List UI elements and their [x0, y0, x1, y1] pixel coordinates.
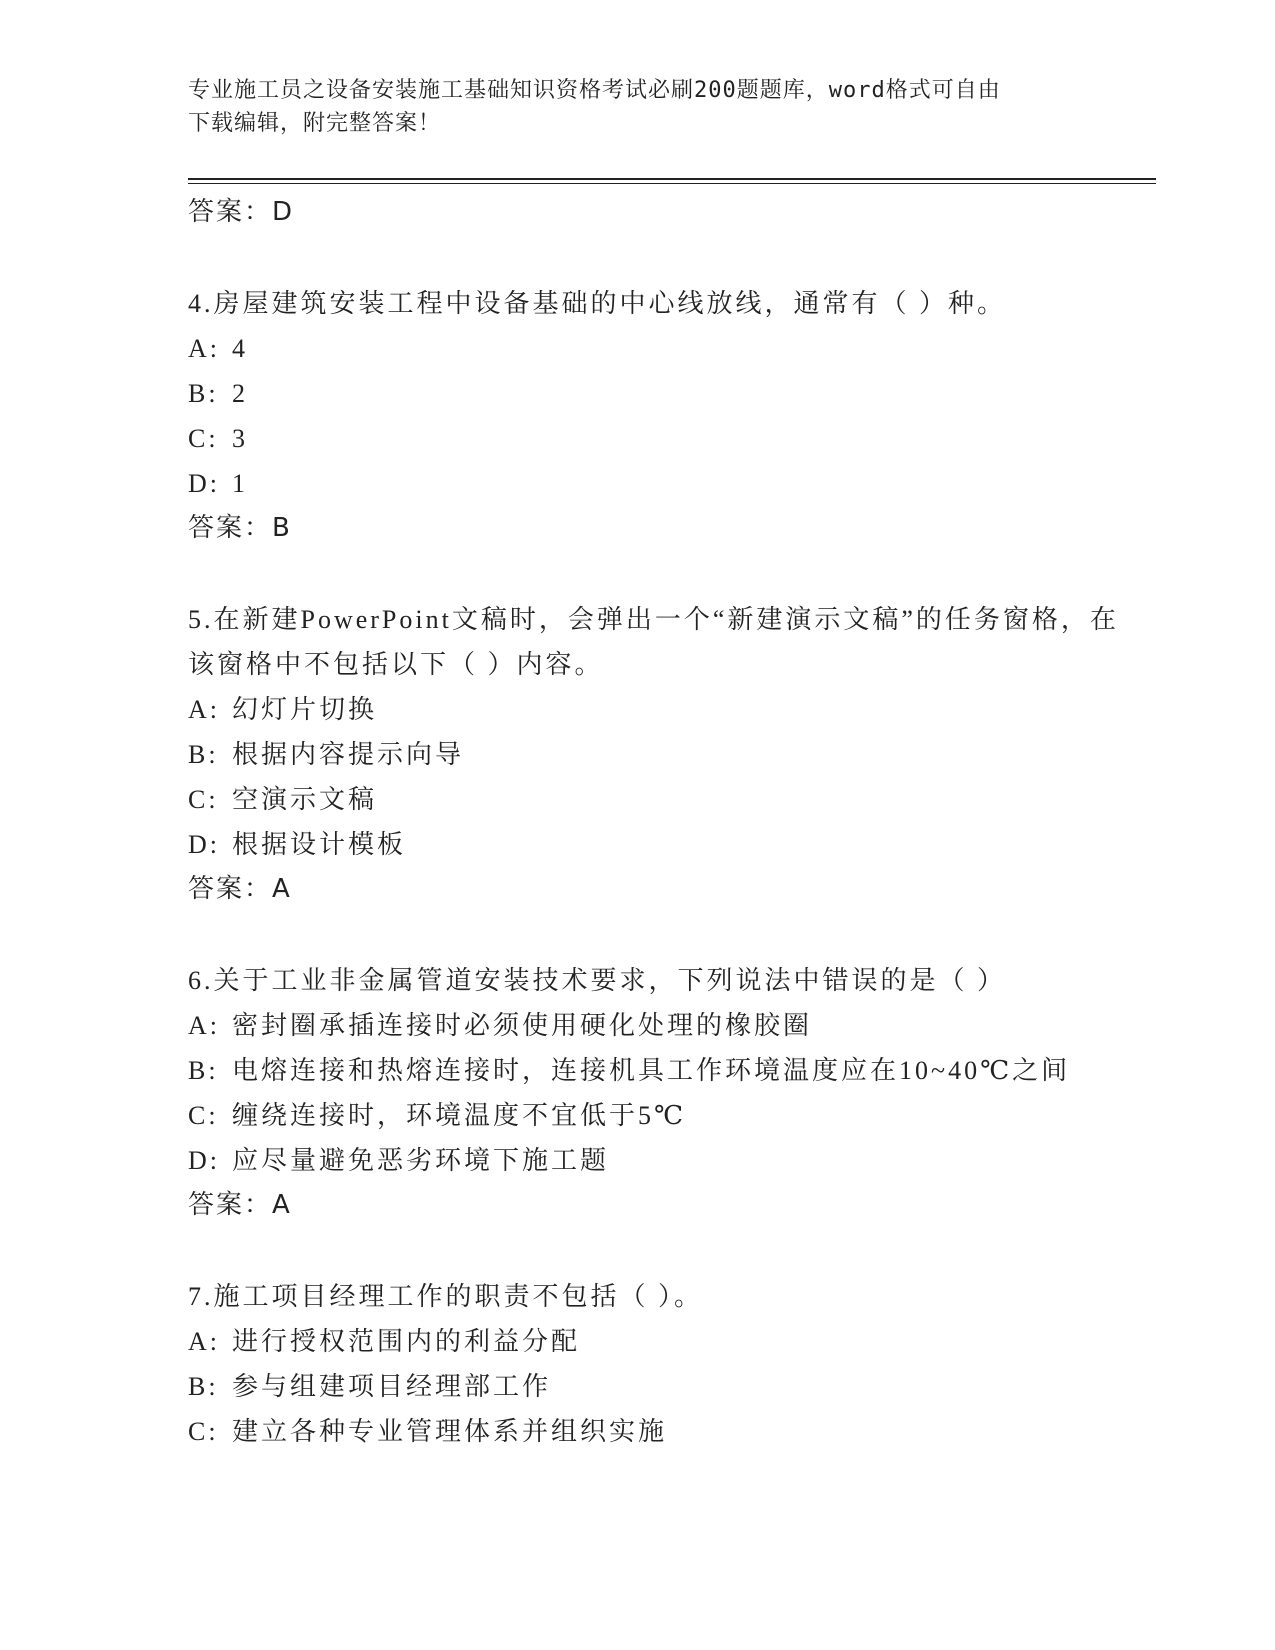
question-list	[188, 190, 1128, 1454]
spacer	[188, 1228, 1128, 1274]
option-text: 幻灯片切换	[232, 695, 378, 724]
option-text: 建立各种专业管理体系并组织实施	[232, 1417, 668, 1446]
option-d	[188, 1138, 1128, 1183]
option-key: D:	[188, 469, 220, 498]
option-b	[188, 371, 1128, 416]
option-c	[188, 777, 1128, 822]
option-text: 进行授权范围内的利益分配	[232, 1327, 581, 1356]
answer: 答案：A	[188, 1190, 292, 1220]
question-text: 4.房屋建筑安装工程中设备基础的中心线放线，通常有（ ）种。	[188, 289, 1007, 318]
answer: 答案：A	[188, 874, 292, 904]
option-d	[188, 461, 1128, 506]
header-divider-thick	[188, 178, 1156, 180]
option-text: 3	[232, 424, 248, 453]
option-b	[188, 1048, 1128, 1093]
header-line-2: 下载编辑，附完整答案！	[188, 111, 442, 136]
header-line-1: 专业施工员之设备安装施工基础知识资格考试必刷200题题库，word格式可自由	[188, 78, 1001, 103]
question-text: 5.在新建PowerPoint文稿时，会弹出一个“新建演示文稿”的任务窗格，在该窗格中不包括以下（ ）内容。	[188, 605, 1119, 679]
option-text: 电熔连接和热熔连接时，连接机具工作环境温度应在10~40℃之间	[232, 1056, 1071, 1085]
spacer	[188, 235, 1128, 281]
option-text: 空演示文稿	[232, 785, 378, 814]
option-text: 2	[232, 379, 248, 408]
option-key: B:	[188, 740, 219, 769]
option-d	[188, 822, 1128, 867]
answer: 答案：B	[188, 513, 292, 543]
option-key: C:	[188, 785, 219, 814]
option-key: A:	[188, 1327, 220, 1356]
option-text: 参与组建项目经理部工作	[232, 1372, 552, 1401]
option-a	[188, 687, 1128, 732]
option-key: D:	[188, 830, 220, 859]
option-key: C:	[188, 424, 219, 453]
option-key: D:	[188, 1146, 220, 1175]
option-key: B:	[188, 1372, 219, 1401]
question-6	[188, 958, 1128, 1228]
option-a	[188, 1003, 1128, 1048]
option-text: 4	[232, 334, 248, 363]
option-key: B:	[188, 1056, 219, 1085]
option-key: A:	[188, 334, 220, 363]
option-c	[188, 1409, 1128, 1454]
previous-answer: 答案：D	[188, 197, 295, 227]
option-key: B:	[188, 379, 219, 408]
option-c	[188, 1093, 1128, 1138]
option-key: A:	[188, 1011, 220, 1040]
option-b	[188, 732, 1128, 777]
page-header	[188, 74, 1088, 140]
option-a	[188, 1319, 1128, 1364]
option-b	[188, 1364, 1128, 1409]
option-a	[188, 326, 1128, 371]
option-text: 密封圈承插连接时必须使用硬化处理的橡胶圈	[232, 1011, 813, 1040]
option-text: 缠绕连接时，环境温度不宜低于5℃	[232, 1101, 687, 1130]
header-divider-thin	[188, 183, 1156, 184]
option-key: C:	[188, 1101, 219, 1130]
question-4	[188, 281, 1128, 551]
option-text: 1	[232, 469, 248, 498]
option-text: 根据设计模板	[232, 830, 407, 859]
spacer	[188, 551, 1128, 597]
option-key: A:	[188, 695, 220, 724]
option-text: 根据内容提示向导	[232, 740, 465, 769]
question-5	[188, 597, 1128, 912]
spacer	[188, 912, 1128, 958]
option-text: 应尽量避免恶劣环境下施工题	[232, 1146, 610, 1175]
option-key: C:	[188, 1417, 219, 1446]
question-text: 6.关于工业非金属管道安装技术要求，下列说法中错误的是（ ）	[188, 966, 1007, 995]
question-7	[188, 1274, 1128, 1454]
question-text: 7.施工项目经理工作的职责不包括（ ）。	[188, 1282, 704, 1311]
option-c	[188, 416, 1128, 461]
